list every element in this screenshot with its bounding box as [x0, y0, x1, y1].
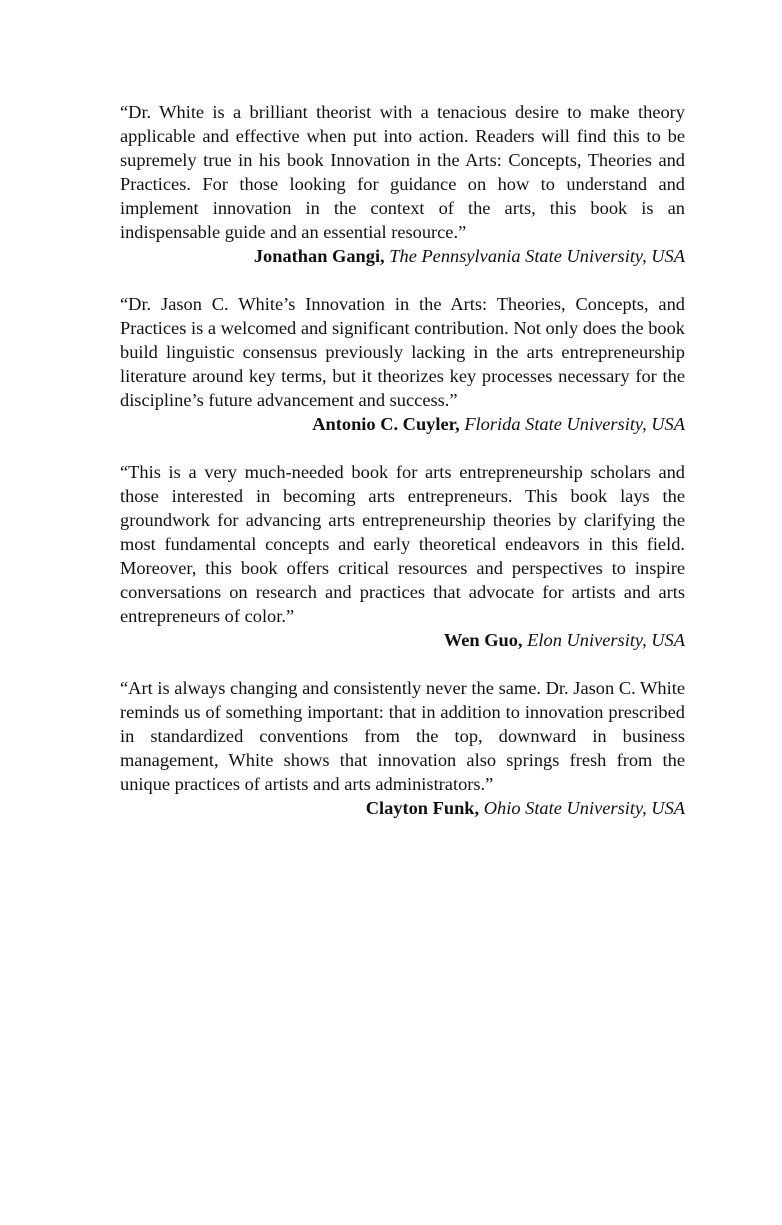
endorsement-attribution — [120, 244, 685, 268]
endorsement-quote: “This is a very much-needed book for arts entrepreneurship scholars and those interested in becoming arts entrepreneurs. This book lays the groundwork for advancing arts entrepreneurship theories by clarifying the most fundamental concepts and early theoretical endeavors in this field. Moreover, this book offers critical resources and perspectives to inspire conversations on research and practices that advocate for artists and arts entrepreneurs of color.” — [120, 462, 685, 626]
endorsement-2 — [120, 292, 685, 436]
endorsement-4 — [120, 676, 685, 820]
endorsement-1 — [120, 100, 685, 268]
endorsement-attribution — [120, 796, 685, 820]
endorsement-attribution — [120, 412, 685, 436]
endorser-affiliation: Ohio State University, USA — [483, 798, 685, 818]
endorsement-quote: “Dr. White is a brilliant theorist with a tenacious desire to make theory applicable and effective when put into action. Readers will find this to be supremely true in his book Innovation in the Arts: Concepts, Theories and Practices. For those looking for guidance on how to understand and implement innovation in the context of the arts, this book is an indispensable guide and an essential resource.” — [120, 102, 685, 242]
endorser-name: Wen Guo, — [443, 630, 523, 650]
endorser-name: Clayton Funk, — [365, 798, 480, 818]
endorsement-quote: “Dr. Jason C. White’s Innovation in the Arts: Theories, Concepts, and Practices is a welcomed and significant contribution. Not only does the book build linguistic consensus previously lacking in the arts entrepreneurship literature around key terms, but it theorizes key processes necessary for the discipline’s future advancement and success.” — [120, 294, 685, 410]
endorser-name: Jonathan Gangi, — [253, 246, 385, 266]
endorsement-attribution — [120, 628, 685, 652]
endorser-name: Antonio C. Cuyler, — [312, 414, 460, 434]
endorser-affiliation: Florida State University, USA — [464, 414, 685, 434]
endorsements-page — [120, 100, 685, 844]
endorser-affiliation: The Pennsylvania State University, USA — [389, 246, 685, 266]
endorsement-3 — [120, 460, 685, 652]
endorser-affiliation: Elon University, USA — [527, 630, 685, 650]
endorsement-quote: “Art is always changing and consistently never the same. Dr. Jason C. White reminds us of something important: that in addition to innovation prescribed in standardized conventions from the top, downward in business management, White shows that innovation also springs fresh from the unique practices of artists and arts administrators.” — [120, 678, 685, 794]
